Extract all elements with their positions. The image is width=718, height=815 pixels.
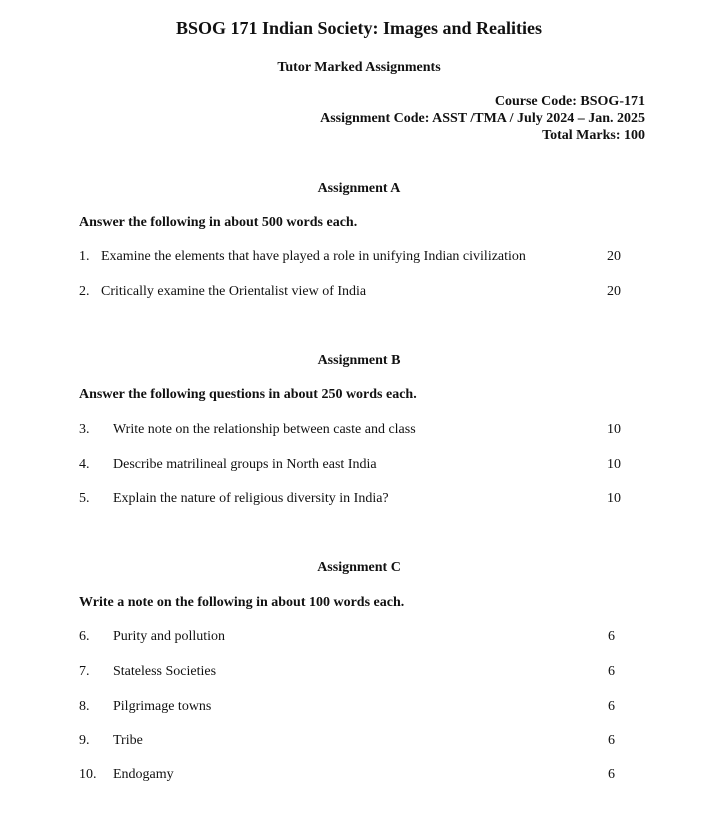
document-title: BSOG 171 Indian Society: Images and Realities	[175, 18, 543, 38]
question-text: Explain the nature of religious diversity in India?	[113, 491, 389, 506]
question-text: Endogamy	[113, 767, 174, 782]
question-text: Pilgrimage towns	[113, 699, 212, 714]
question-number: 5.	[79, 491, 90, 506]
question-marks: 6	[608, 767, 615, 782]
question-text: Stateless Societies	[113, 664, 217, 679]
question-marks: 6	[608, 699, 615, 714]
section-instruction-a: Answer the following in about 500 words each.	[79, 215, 358, 230]
section-heading-c: Assignment C	[317, 560, 401, 575]
question-number: 6.	[79, 629, 90, 644]
question-marks: 6	[608, 629, 615, 644]
question-number: 4.	[79, 457, 90, 472]
assignment-code: Assignment Code: ASST /TMA / July 2024 – Jan. 2025	[320, 111, 645, 126]
question-text: Tribe	[113, 733, 143, 748]
question-number: 1.	[79, 249, 90, 264]
question-number: 3.	[79, 422, 90, 437]
question-number: 7.	[79, 664, 90, 679]
question-marks: 20	[607, 249, 621, 264]
question-number: 2.	[79, 284, 90, 299]
question-text: Write note on the relationship between caste and class	[113, 422, 416, 437]
question-marks: 10	[607, 457, 621, 472]
question-marks: 20	[607, 284, 621, 299]
question-marks: 10	[607, 491, 621, 506]
course-code: Course Code: BSOG-171	[494, 94, 645, 109]
question-number: 10.	[79, 767, 97, 782]
section-heading-a: Assignment A	[317, 181, 401, 196]
question-number: 8.	[79, 699, 90, 714]
question-number: 9.	[79, 733, 90, 748]
section-instruction-b: Answer the following questions in about 250 words each.	[79, 387, 417, 402]
section-instruction-c: Write a note on the following in about 100 words each.	[79, 595, 405, 610]
question-text: Examine the elements that have played a role in unifying Indian civilization	[101, 249, 526, 264]
question-marks: 10	[607, 422, 621, 437]
question-text: Describe matrilineal groups in North east India	[113, 457, 377, 472]
question-marks: 6	[608, 733, 615, 748]
question-text: Critically examine the Orientalist view of India	[101, 284, 367, 299]
document-subtitle: Tutor Marked Assignments	[277, 60, 441, 75]
total-marks: Total Marks: 100	[542, 128, 645, 143]
section-heading-b: Assignment B	[317, 353, 401, 368]
question-text: Purity and pollution	[113, 629, 225, 644]
question-marks: 6	[608, 664, 615, 679]
